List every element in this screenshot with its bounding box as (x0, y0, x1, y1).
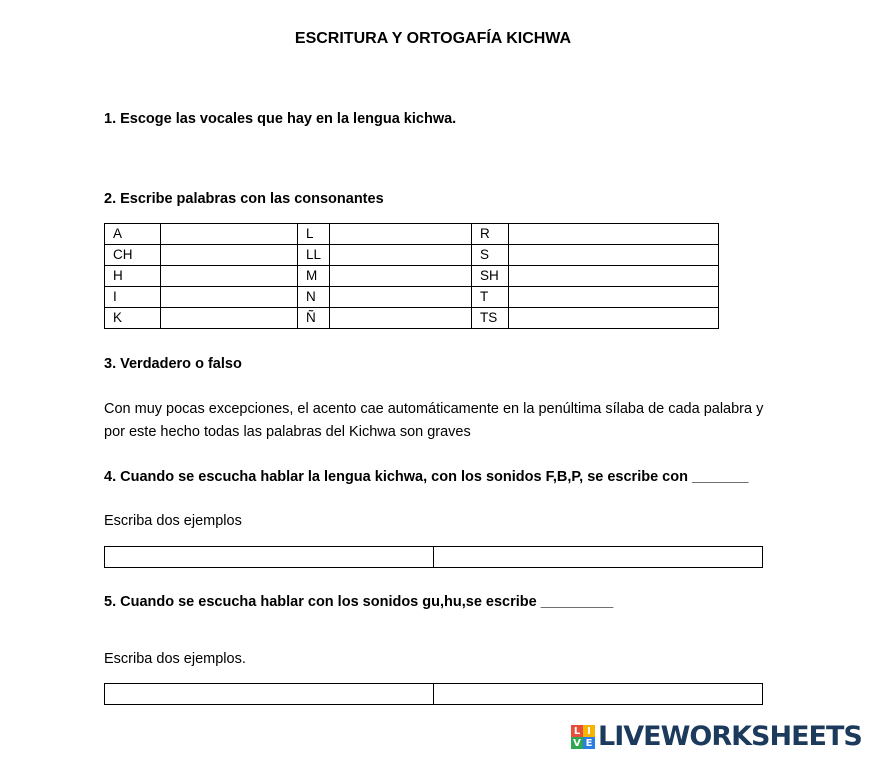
consonant-label: S (472, 245, 509, 266)
logo-text: LIVEWORKSHEETS (598, 721, 862, 752)
question-2: 2. Escribe palabras con las consonantes (104, 191, 384, 207)
answer-cell[interactable] (330, 266, 472, 287)
table-row (105, 308, 719, 329)
consonant-label: LL (298, 245, 330, 266)
consonant-label: R (472, 224, 509, 245)
answer-cell[interactable] (105, 684, 434, 705)
page-title: ESCRITURA Y ORTOGAFÍA KICHWA (294, 30, 572, 47)
answer-cell[interactable] (509, 308, 719, 329)
answer-cell[interactable] (161, 308, 298, 329)
table-row (105, 245, 719, 266)
question-5: 5. Cuando se escucha hablar con los sonidos gu,hu,se escribe _________ (104, 594, 614, 610)
answer-cell[interactable] (161, 266, 298, 287)
table-row (105, 266, 719, 287)
consonant-label: K (105, 308, 161, 329)
answer-cell[interactable] (509, 245, 719, 266)
consonant-label: L (298, 224, 330, 245)
question-1: 1. Escoge las vocales que hay en la lengua kichwa. (104, 111, 457, 127)
answer-cell[interactable] (330, 287, 472, 308)
logo-letter: L (571, 725, 583, 737)
question-5-prompt: Escriba dos ejemplos. (104, 651, 246, 667)
answer-cell[interactable] (434, 547, 763, 568)
answer-cell[interactable] (330, 245, 472, 266)
live-icon (571, 725, 595, 749)
answer-cell[interactable] (105, 547, 434, 568)
table-row (105, 224, 719, 245)
answer-cell[interactable] (509, 266, 719, 287)
answer-cell[interactable] (509, 287, 719, 308)
consonant-label: A (105, 224, 161, 245)
question-4-answer-table (104, 546, 763, 568)
question-3: 3. Verdadero o falso (104, 356, 242, 372)
table-row (105, 287, 719, 308)
consonant-label: Ñ (298, 308, 330, 329)
question-3-statement: Con muy pocas excepciones, el acento cae automáticamente en la penúltima sílaba de cada palabra y por este hecho todas las palabras del Kichwa son graves (104, 401, 764, 440)
consonant-label: TS (472, 308, 509, 329)
answer-cell[interactable] (161, 245, 298, 266)
liveworksheets-logo (571, 723, 862, 751)
answer-cell[interactable] (434, 684, 763, 705)
consonant-label: M (298, 266, 330, 287)
consonant-label: SH (472, 266, 509, 287)
logo-letter: E (583, 737, 595, 749)
answer-cell[interactable] (330, 224, 472, 245)
consonant-label: T (472, 287, 509, 308)
question-4: 4. Cuando se escucha hablar la lengua kichwa, con los sonidos F,B,P, se escribe con _______ (104, 469, 749, 485)
consonant-label: CH (105, 245, 161, 266)
logo-letter: I (583, 725, 595, 737)
consonant-table (104, 223, 719, 329)
logo-letter: V (571, 737, 583, 749)
question-5-answer-table (104, 683, 763, 705)
answer-cell[interactable] (330, 308, 472, 329)
answer-cell[interactable] (161, 224, 298, 245)
question-4-prompt: Escriba dos ejemplos (104, 513, 242, 529)
consonant-label: H (105, 266, 161, 287)
answer-cell[interactable] (509, 224, 719, 245)
consonant-label: N (298, 287, 330, 308)
consonant-label: I (105, 287, 161, 308)
answer-cell[interactable] (161, 287, 298, 308)
